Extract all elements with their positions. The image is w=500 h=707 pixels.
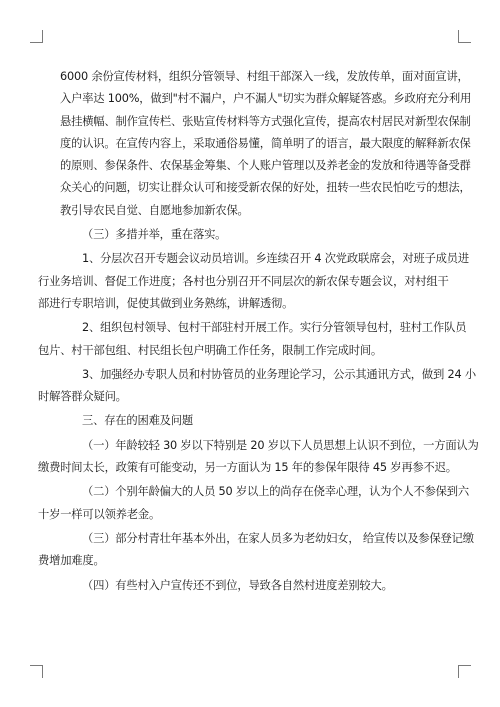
paragraph-problem-2 — [38, 481, 469, 526]
text-line: 时解答群众疑问。 — [38, 390, 127, 404]
paragraph-problem-4 — [60, 575, 444, 597]
text-line noindent: 行业务培训、督促工作进度；各村也分别召开不同层次的新农保专题会议，对村组干 — [38, 274, 449, 288]
paragraph-problem-1 — [38, 435, 479, 480]
text-line: 十岁一样可以领养老金。 — [38, 507, 161, 521]
text-line: 6000 余份宣传材料，组织分管领导、村组干部深入一线，发放传单，面对面宣讲， — [60, 70, 469, 83]
text-line: 教引导农民自觉、自愿地参加新农保。 — [60, 203, 249, 217]
text-line: 2、组织包村领导、包村干部驻村开展工作。实行分管领导包村，驻村工作队员 — [82, 321, 467, 335]
text-line: 悬挂横幅、制作宣传栏、张贴宣传材料等方式强化宣传，提高农村居民对新型农保制 — [60, 114, 471, 128]
text-line: 费增加难度。 — [38, 554, 105, 568]
paragraph-problem-3 — [38, 528, 474, 573]
paragraph-publicity-methods — [60, 66, 472, 222]
text-line: （三）多措并举，重在落实。 — [82, 228, 227, 242]
text-line: 度的认识。在宣传内容上，采取通俗易懂，简单明了的语言，最大限度的解释新农保 — [60, 136, 471, 150]
text-line: 包片、村干部包组、村民组长包户明确工作任务，限制工作完成时间。 — [38, 343, 383, 357]
paragraph-item-2 — [38, 317, 467, 362]
crop-mark-top-right — [458, 30, 471, 43]
crop-mark-bottom-left — [30, 665, 43, 678]
text-line: 的原则、参保条件、农保基金筹集、个人账户管理以及养老金的发放和待遇等备受群 — [60, 159, 471, 173]
text-line: 三、存在的困难及问题 — [82, 414, 193, 428]
paragraph-item-1 — [38, 248, 469, 315]
text-line: （三）部分村青壮年基本外出，在家人员多为老幼妇女， 给宣传以及参保登记缴 — [82, 531, 474, 545]
crop-mark-top-left — [30, 30, 43, 43]
text-line: （四）有些村入户宣传还不到位，导致各自然村进度差别较大。 — [82, 578, 393, 592]
text-line: 缴费时间太长，政策有可能变动，另一方面认为 15 年的参保年限待 45 岁再参不迟。 — [38, 461, 457, 475]
text-line: 部进行专职培训，促使其做到业务熟练，讲解透彻。 — [38, 296, 294, 310]
text-line: 入户率达 100%，做到"村不漏户，户不漏人"切实为群众解疑答惑。乡政府充分利用 — [60, 92, 472, 106]
section-heading-measures — [60, 224, 444, 246]
paragraph-item-3 — [38, 364, 476, 409]
text-line: 众关心的问题，切实让群众认可和接受新农保的好处，扭转一些农民怕吃亏的想法， — [60, 181, 471, 195]
text-line: （一）年龄较轻 30 岁以下特别是 20 岁以下人员思想上认识不到位，一方面认为 — [82, 438, 479, 452]
section-heading-problems — [60, 410, 444, 432]
crop-mark-bottom-right — [458, 665, 471, 678]
text-line: （二）个别年龄偏大的人员 50 岁以上的尚存在侥幸心理，认为个人不参保到六 — [82, 485, 469, 499]
document-page — [38, 66, 479, 599]
text-line: 1、分层次召开专题会议动员培训。乡连续召开 4 次党政联席会，对班子成员进 — [82, 252, 469, 266]
text-line: 3、加强经办专职人员和村协管员的业务理论学习，公示其通讯方式，做到 24 小 — [82, 367, 476, 381]
